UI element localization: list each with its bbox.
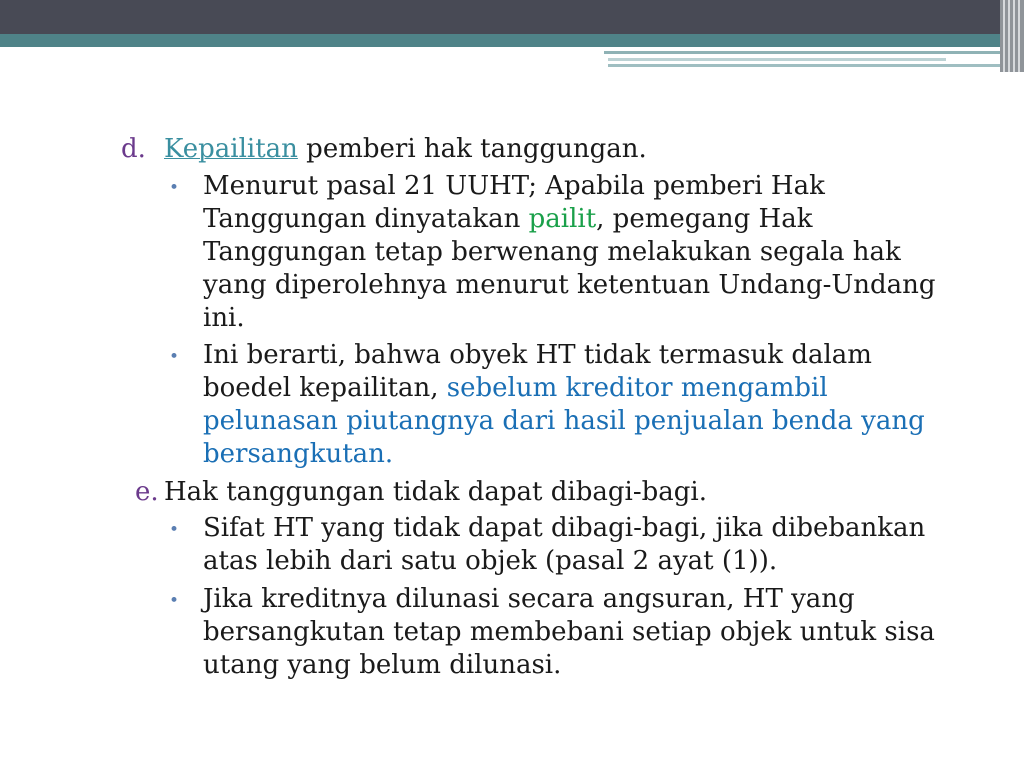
bullet-d1-line: Tanggungan tetap berwenang melakukan segala hak <box>203 237 901 267</box>
item-d-heading <box>164 133 647 166</box>
item-d-heading-text: pemberi hak tanggungan. <box>297 134 647 164</box>
highlight-text: sebelum kreditor mengambil <box>446 373 828 403</box>
bullet-d2-line: bersangkutan. <box>203 439 394 469</box>
text-segment: , pemegang Hak <box>596 204 813 234</box>
bullet-d2-line <box>203 372 828 405</box>
bullet-d1-line: Menurut pasal 21 UUHT; Apabila pemberi Hak <box>203 171 825 201</box>
bullet-icon: • <box>169 591 180 611</box>
kepailitan-link[interactable]: Kepailitan <box>164 134 298 164</box>
bullet-e2-line: utang yang belum dilunasi. <box>203 650 562 680</box>
text-segment: boedel kepailitan, <box>203 373 447 403</box>
bullet-d1-line: yang diperolehnya menurut ketentuan Undang-Undang <box>203 270 936 300</box>
bullet-e1-line: atas lebih dari satu objek (pasal 2 ayat (1)). <box>203 546 778 576</box>
bullet-icon: • <box>169 178 180 198</box>
list-marker-e: e. <box>135 477 159 507</box>
bullet-e2-line: bersangkutan tetap membebani setiap objek untuk sisa <box>203 617 935 647</box>
bullet-d2-line: Ini berarti, bahwa obyek HT tidak termasuk dalam <box>203 340 872 370</box>
bullet-d2-line: pelunasan piutangnya dari hasil penjualan benda yang <box>203 406 925 436</box>
text-segment: Tanggungan dinyatakan <box>203 204 529 234</box>
bullet-d1-line <box>203 203 812 236</box>
bullet-d1-line: ini. <box>203 303 245 333</box>
bullet-icon: • <box>169 347 180 367</box>
bullet-e1-line: Sifat HT yang tidak dapat dibagi-bagi, jika dibebankan <box>203 513 926 543</box>
pailit-term: pailit <box>528 204 597 234</box>
bullet-e2-line: Jika kreditnya dilunasi secara angsuran, HT yang <box>203 584 855 614</box>
bullet-icon: • <box>169 520 180 540</box>
list-marker-d: d. <box>121 134 146 164</box>
item-e-heading: Hak tanggungan tidak dapat dibagi-bagi. <box>164 477 707 507</box>
